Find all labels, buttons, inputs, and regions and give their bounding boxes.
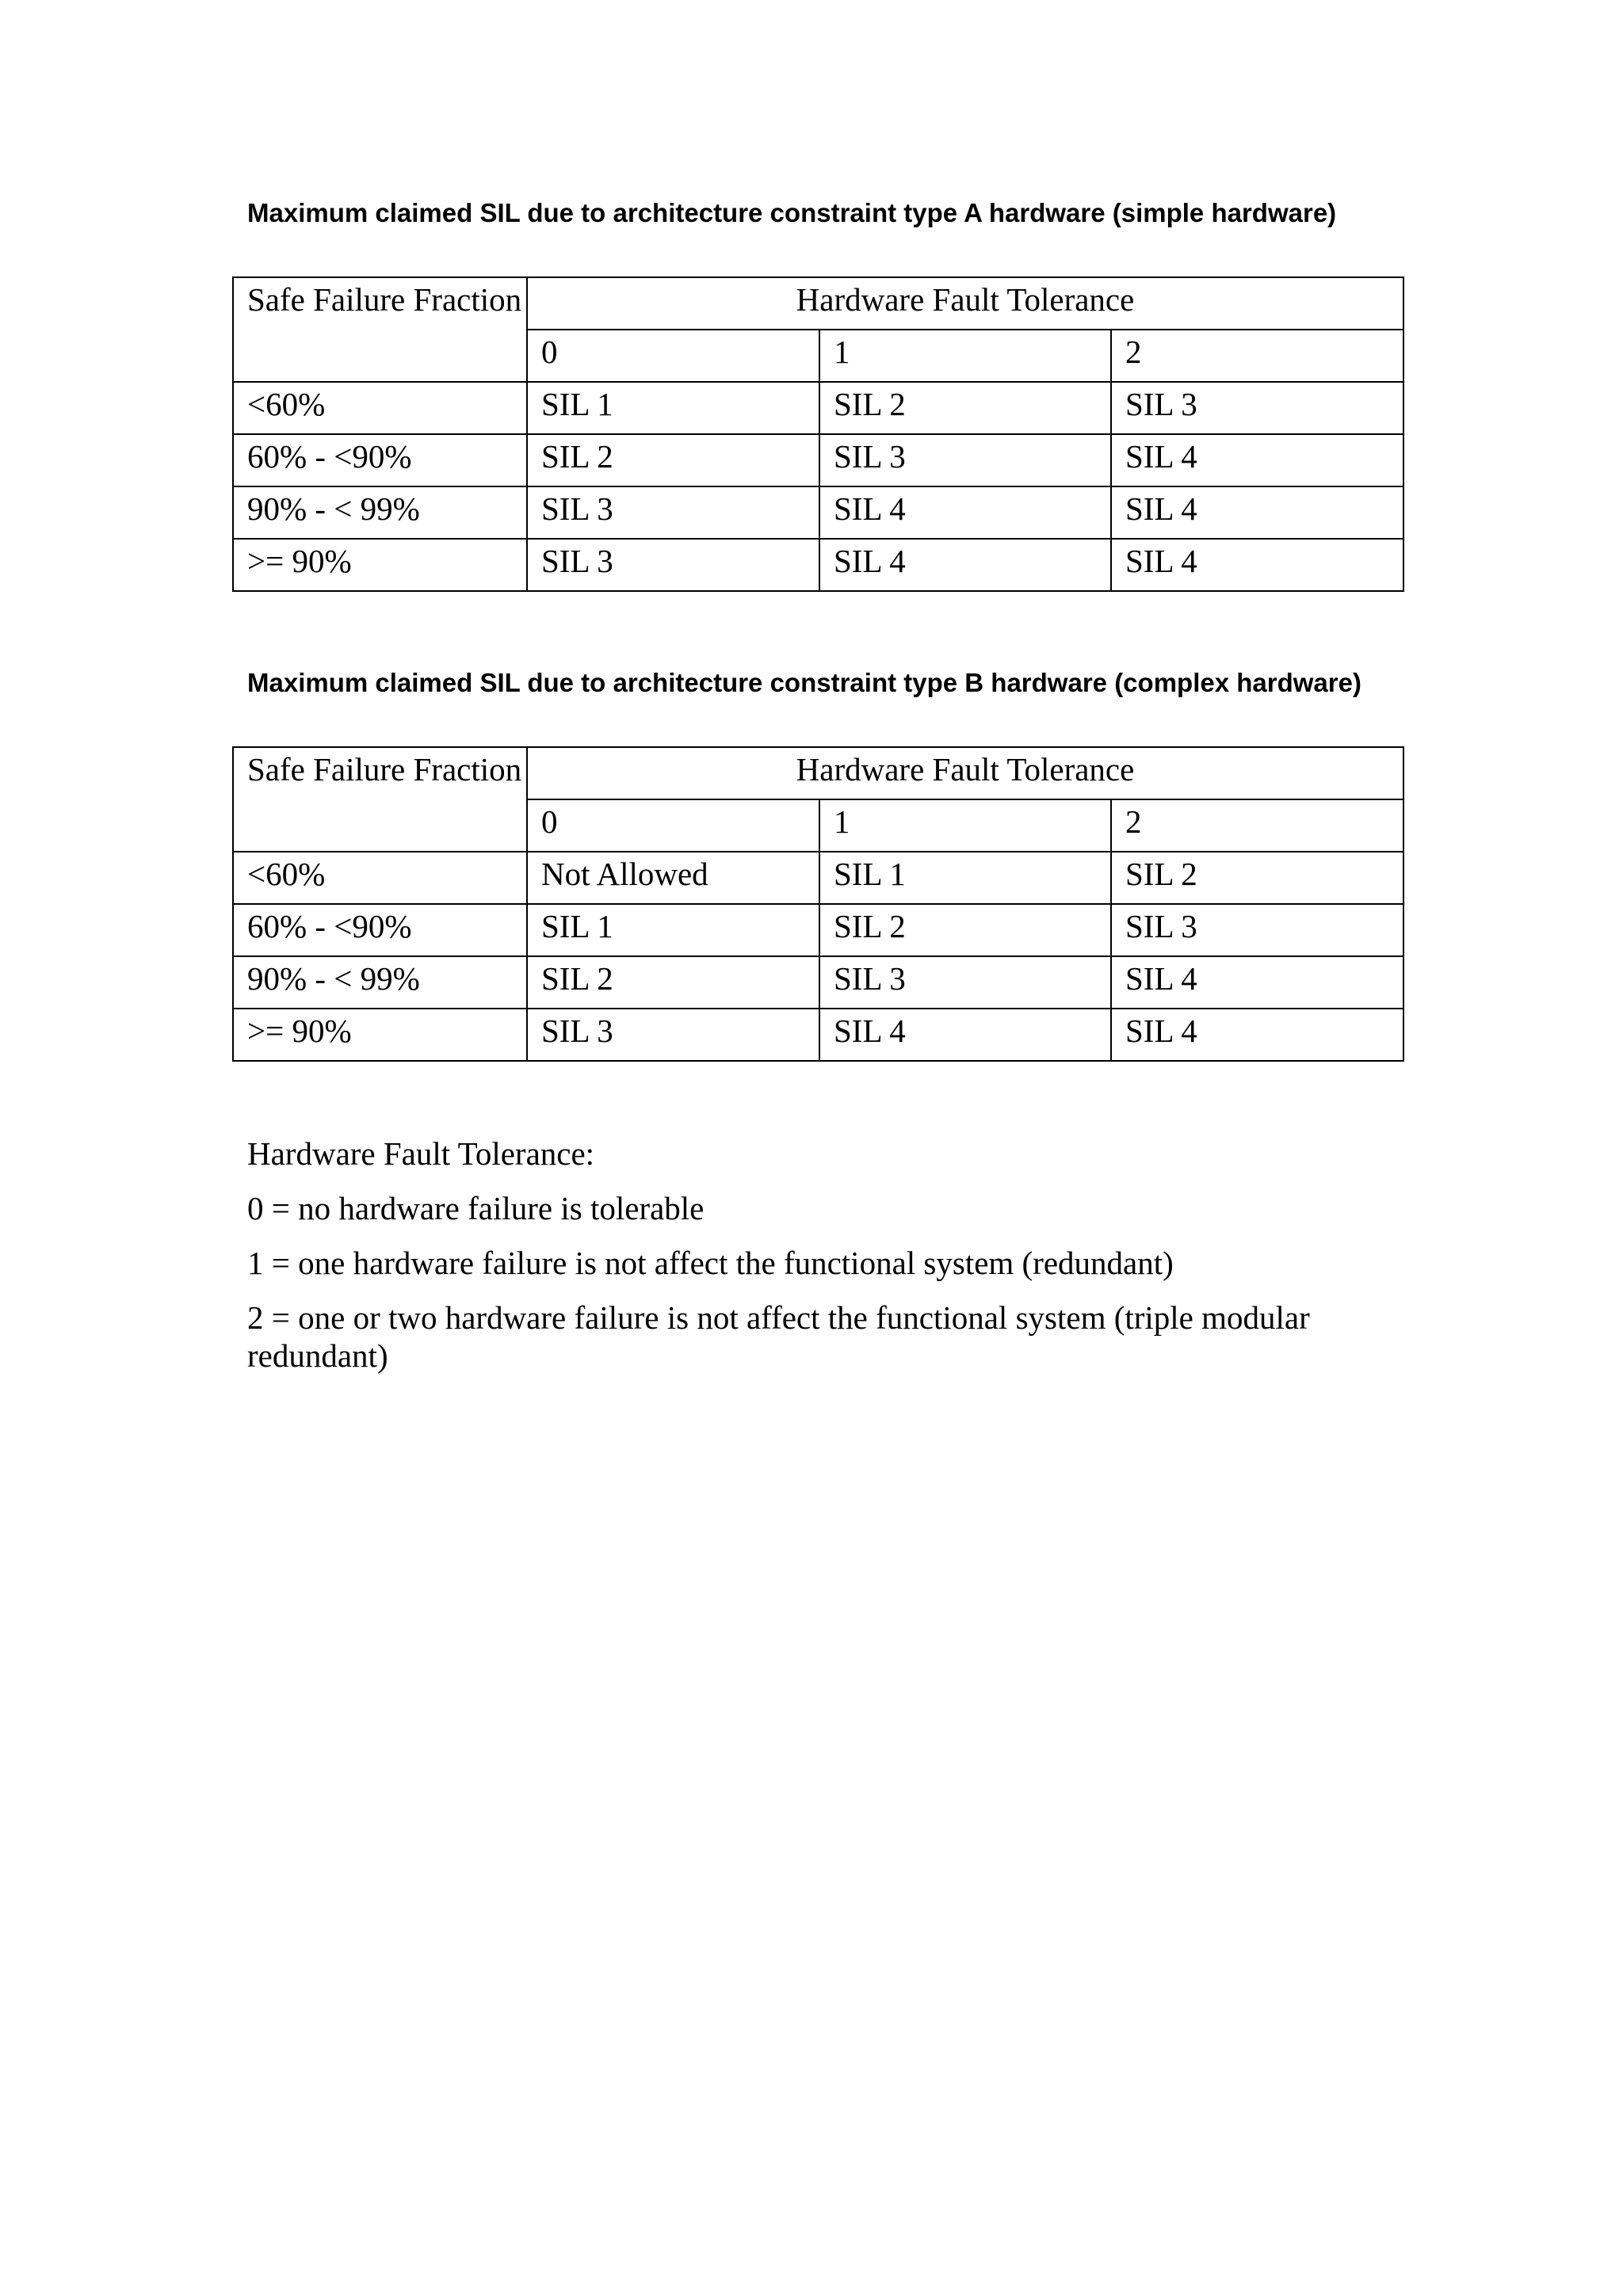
sff-header-cell: Safe Failure Fraction (233, 277, 527, 382)
sil-cell: SIL 4 (819, 539, 1111, 591)
sff-header-cell: Safe Failure Fraction (233, 747, 527, 852)
sff-cell: 90% - < 99% (233, 486, 527, 539)
sil-cell: SIL 3 (1111, 382, 1403, 434)
table-row (233, 434, 1403, 486)
hft-column-1: 1 (819, 330, 1111, 382)
hft-column-2: 2 (1111, 330, 1403, 382)
sil-cell: SIL 2 (527, 956, 819, 1009)
table-header-row (233, 747, 1403, 799)
sil-cell: SIL 4 (819, 1009, 1111, 1061)
table-row (233, 956, 1403, 1009)
sil-cell: SIL 3 (1111, 904, 1403, 956)
sff-cell: 60% - <90% (233, 434, 527, 486)
sil-cell: SIL 1 (527, 382, 819, 434)
hft-header-cell: Hardware Fault Tolerance (527, 277, 1403, 330)
notes-heading: Hardware Fault Tolerance: (247, 1135, 595, 1172)
table-b-caption: Maximum claimed SIL due to architecture constraint type B hardware (complex hardware) (247, 668, 1361, 697)
sil-cell: SIL 2 (1111, 852, 1403, 904)
table-a-caption: Maximum claimed SIL due to architecture constraint type A hardware (simple hardware) (247, 198, 1337, 227)
sil-cell: SIL 4 (1111, 1009, 1403, 1061)
table-row (233, 382, 1403, 434)
hft-column-0: 0 (527, 799, 819, 852)
sil-table-type-a (232, 277, 1404, 592)
sil-cell: SIL 4 (1111, 956, 1403, 1009)
sil-cell: SIL 4 (1111, 486, 1403, 539)
hft-column-0: 0 (527, 330, 819, 382)
note-item: 2 = one or two hardware failure is not affect the functional system (triple modular redundant) (247, 1299, 1310, 1374)
table-row (233, 539, 1403, 591)
note-item: 1 = one hardware failure is not affect the functional system (redundant) (247, 1245, 1174, 1281)
sff-cell: <60% (233, 852, 527, 904)
sff-cell: <60% (233, 382, 527, 434)
sil-cell: SIL 2 (819, 382, 1111, 434)
hft-header-cell: Hardware Fault Tolerance (527, 747, 1403, 799)
sil-cell: SIL 2 (527, 434, 819, 486)
table-row (233, 904, 1403, 956)
sff-cell: 60% - <90% (233, 904, 527, 956)
hft-notes (247, 1135, 1388, 1391)
sil-cell: SIL 1 (527, 904, 819, 956)
sil-cell: Not Allowed (527, 852, 819, 904)
sil-cell: SIL 3 (819, 956, 1111, 1009)
sil-cell: SIL 4 (1111, 539, 1403, 591)
sil-cell: SIL 3 (527, 1009, 819, 1061)
sil-cell: SIL 3 (527, 486, 819, 539)
sil-cell: SIL 4 (819, 486, 1111, 539)
sil-cell: SIL 1 (819, 852, 1111, 904)
sff-cell: >= 90% (233, 539, 527, 591)
sil-table-type-b (232, 746, 1404, 1062)
hft-column-1: 1 (819, 799, 1111, 852)
hft-column-2: 2 (1111, 799, 1403, 852)
sil-cell: SIL 4 (1111, 434, 1403, 486)
sff-cell: >= 90% (233, 1009, 527, 1061)
note-item: 0 = no hardware failure is tolerable (247, 1190, 705, 1226)
table-header-row (233, 277, 1403, 330)
table-row (233, 852, 1403, 904)
sff-cell: 90% - < 99% (233, 956, 527, 1009)
sil-cell: SIL 2 (819, 904, 1111, 956)
sil-cell: SIL 3 (527, 539, 819, 591)
table-row (233, 1009, 1403, 1061)
table-row (233, 486, 1403, 539)
sil-cell: SIL 3 (819, 434, 1111, 486)
